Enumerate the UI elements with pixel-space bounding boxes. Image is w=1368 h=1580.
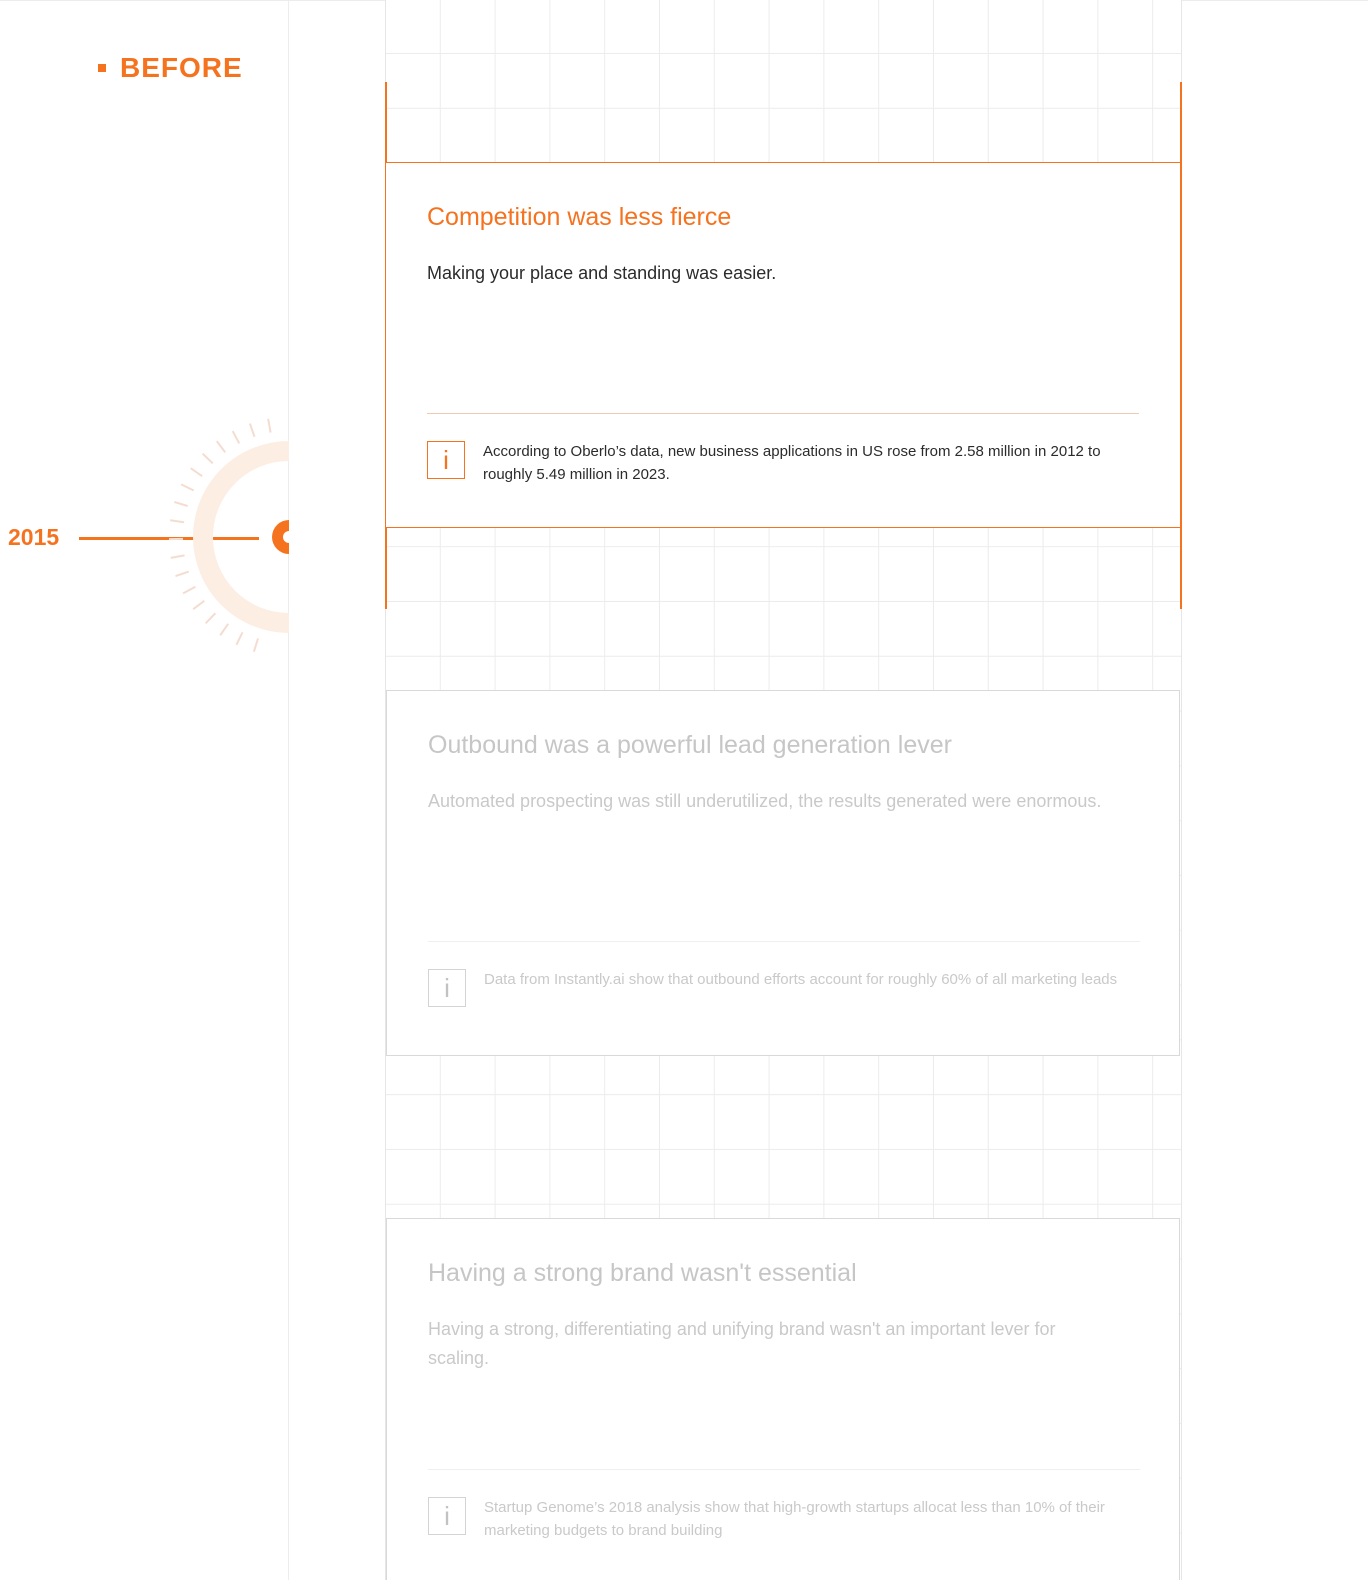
info-icon: i xyxy=(427,441,465,479)
card-divider xyxy=(427,413,1139,414)
dial-tick xyxy=(191,468,202,476)
dial-tick xyxy=(250,424,255,437)
dial-tick xyxy=(217,441,225,452)
dial-tick xyxy=(183,587,195,594)
card-info-text: According to Oberlo’s data, new business applications in US rose from 2.58 million in 2012 to roughly 5.49 million in 2023. xyxy=(483,443,1101,483)
card-title: Outbound was a powerful lead generation lever xyxy=(428,731,952,759)
dial-tick xyxy=(170,520,184,522)
dial-tick xyxy=(233,431,240,443)
dial-clip xyxy=(0,0,289,1580)
dial-tick xyxy=(206,613,216,623)
card-title: Having a strong brand wasn't essential xyxy=(428,1259,857,1287)
card-divider xyxy=(428,1469,1140,1470)
dial-tick xyxy=(268,419,270,433)
dial-tick xyxy=(193,601,204,609)
timeline-year[interactable]: 2015 xyxy=(8,524,60,550)
dial-tick xyxy=(181,484,194,490)
dial-tick xyxy=(236,632,242,645)
info-icon: i xyxy=(428,969,466,1007)
card-description: Automated prospecting was still underutilized, the results generated were enormous. xyxy=(428,791,1102,811)
timeline-dial[interactable] xyxy=(166,414,289,660)
card-description: Having a strong, differentiating and unifying brand wasn't an important lever for scaling. xyxy=(428,1319,1056,1368)
dial-tick xyxy=(220,624,228,635)
dial-tick xyxy=(176,572,189,577)
card-title: Competition was less fierce xyxy=(427,203,732,231)
card-info-text: Data from Instantly.ai show that outbound efforts account for roughly 60% of all marketing leads xyxy=(484,971,1118,988)
card-divider xyxy=(428,941,1140,942)
dial-tick xyxy=(203,454,213,464)
card-description: Making your place and standing was easier. xyxy=(427,263,777,283)
card-info-text: Startup Genome’s 2018 analysis show that high-growth startups allocat less than 10% of their marketing budgets to brand building xyxy=(484,1499,1105,1539)
timeline-card-active[interactable] xyxy=(386,162,1180,528)
dial-tick xyxy=(174,502,187,506)
info-icon: i xyxy=(428,1497,466,1535)
section-label-text: BEFORE xyxy=(120,52,243,83)
active-frame-right xyxy=(1180,82,1182,609)
timeline-card[interactable] xyxy=(386,1218,1180,1580)
dial-tick xyxy=(254,638,258,651)
dial-tick xyxy=(171,555,185,557)
timeline-card[interactable] xyxy=(386,690,1180,1056)
